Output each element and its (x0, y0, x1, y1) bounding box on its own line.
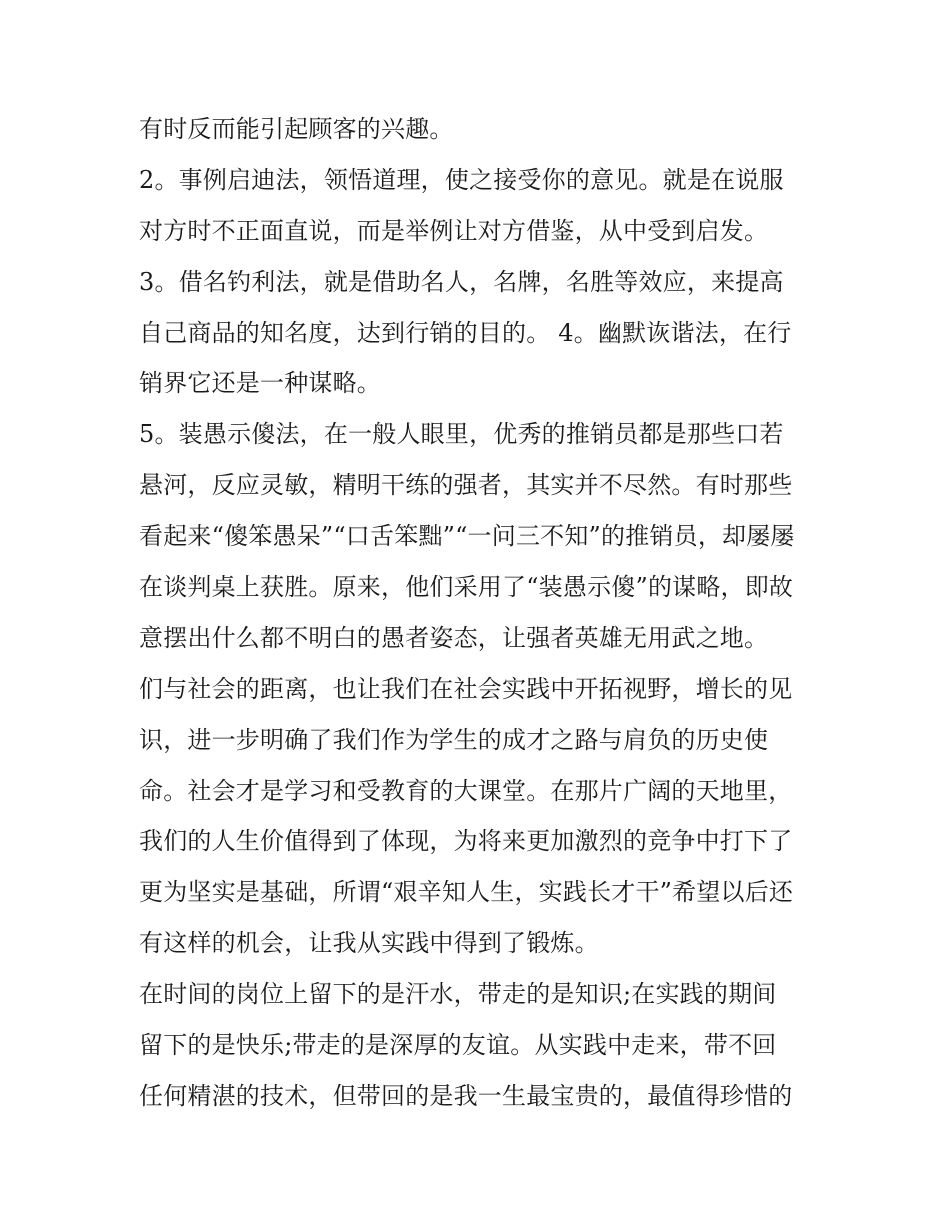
text-line: 2。事例启迪法，领悟道理，使之接受你的意见。就是在说服 (139, 165, 784, 194)
text-line: 在时间的岗位上留下的是汗水，带走的是知识;在实践的期间 (139, 980, 777, 1009)
text-line: 在谈判桌上获胜。原来，他们采用了“装愚示傻”的谋略，即故 (139, 573, 794, 602)
text-line: 5。装愚示傻法，在一般人眼里，优秀的推销员都是那些口若 (139, 420, 784, 449)
text-line: 有这样的机会，让我从实践中得到了锻炼。 (139, 929, 599, 958)
text-line: 我们的人生价值得到了体现，为将来更加激烈的竞争中打下了 (139, 827, 793, 856)
text-line: 任何精湛的技术，但带回的是我一生最宝贵的，最值得珍惜的 (139, 1081, 793, 1110)
document-body-text (139, 104, 819, 1122)
text-line: 悬河，反应灵敏，精明干练的强者，其实并不尽然。有时那些 (139, 471, 793, 500)
text-line: 3。借名钓利法，就是借助名人，名牌，名胜等效应，来提高 (139, 267, 784, 296)
text-line: 销界它还是一种谋略。 (139, 369, 381, 398)
text-line: 们与社会的距离，也让我们在社会实践中开拓视野，增长的见 (139, 674, 793, 703)
text-line: 自己商品的知名度，达到行销的目的。 4。幽默诙谐法，在行 (139, 318, 792, 347)
text-line: 意摆出什么都不明白的愚者姿态，让强者英雄无用武之地。 (139, 623, 769, 652)
text-line: 识，进一步明确了我们作为学生的成才之路与肩负的历史使 (139, 725, 769, 754)
text-line: 命。社会才是学习和受教育的大课堂。在那片广阔的天地里， (139, 776, 793, 805)
text-line: 有时反而能引起顾客的兴趣。 (139, 115, 454, 143)
text-line: 更为坚实是基础，所谓“艰辛知人生，实践长才干”希望以后还 (139, 878, 794, 907)
text-line: 看起来“傻笨愚呆”“口舌笨黜”“一问三不知”的推销员，却屡屡 (139, 522, 795, 551)
text-line: 留下的是快乐;带走的是深厚的友谊。从实践中走来，带不回 (139, 1031, 777, 1060)
text-line: 对方时不正面直说，而是举例让对方借鉴，从中受到启发。 (139, 216, 769, 245)
